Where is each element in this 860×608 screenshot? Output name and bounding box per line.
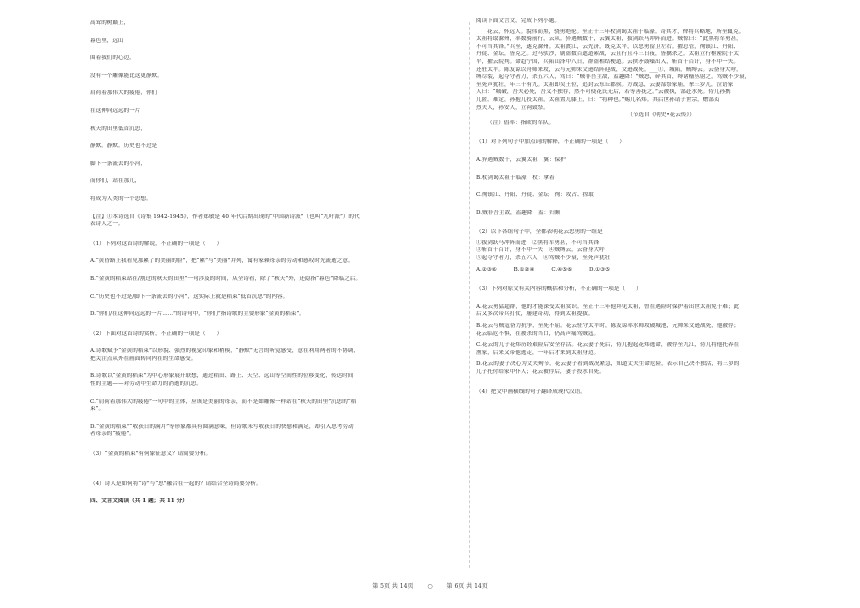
option-c: C.徇镇江、丹阳、丹徒、金坛 徇：攻占、掠取 (476, 192, 594, 199)
option-a: A.诗歌赋予“金黄的稻束”以形貌、强烈的视觉印象和稍模，“静默”无言的听觉感受，意在利用两者的不协调， (90, 348, 359, 355)
question-r1 (476, 139, 846, 217)
poem-line: 而你们，站在那儿， (90, 178, 141, 185)
option-b: B.“金黄的稻束站在/割过的秋天的田里”一句涉及的时间，从全诗看，除了“秋天”外，还隐指“暮色”降临之后。 (90, 275, 362, 282)
question-3: （3）“金黄的稻束”有何象征意义？请简要分析。 (90, 451, 212, 458)
option-b: B.花云与贼寇奋力抗争，至死不屈。花云驻守太平时，陈友谅率水师攻破城池，元帅朱文逊战死，他被俘； (476, 323, 740, 330)
question-2 (90, 331, 460, 439)
page-footer (0, 581, 860, 590)
note-line: 表诗人之一。 (90, 221, 124, 228)
option-b: B.杖剑谒太祖于临濠 杖：拿着 (476, 174, 555, 181)
section-heading: 四、文言文阅读（共 1 题；共 11 分） (90, 498, 188, 505)
option-c: C.花云的儿子花炜历经艰险后安全存活。花云妻子死后，侍儿抱起花炜逃命，被俘至九江，侍儿将他托养在 (476, 342, 740, 349)
option-d: D.“金黄的稻束”“收获日的满月”等形象都具有圆满意味，但诗歌未写收获日的快慰和满足，却引入思考劳动 (90, 423, 354, 430)
option-d-cont: 儿子托付给家中仆人；花云被俘后，妻子投水自死。 (476, 369, 605, 375)
option-a: A.花云勇猛超群，他的才能深受太祖赏识。至正十三年他拜见太祖，曾在遇险时保护着出世太祖免于难；此 (476, 303, 740, 310)
question-r3 (476, 286, 846, 376)
option-d: D.贼非吾主敌，盍趣降 盍：归顺 (476, 209, 561, 216)
option-d: D.“你们/在这伸向远远的一片......”的诗句中，“你们”指诗歌的主要形象“金黄的稻束”。 (90, 311, 305, 318)
reading-instruction: 阅读下面文言文，完成下列小题。 (476, 18, 560, 24)
option-a: A.“黄昏路上我看见那累了的美丽的脸”，把“累”与“美丽”并列，寓有家赖母亲的劳动和感叹时光流逝之意。 (90, 258, 354, 265)
poem-line: 将成为人类的一个思想。 (90, 195, 152, 202)
right-column (476, 0, 846, 578)
poem-line: 肩荷着那伟大的疲倦，你们 (90, 90, 158, 97)
passage-line: 平，擢云院判。命趋宁国，兵陷山泽中八日，群盗相结梗道。云挟矛鼓噪出入，斩首千百计，身不中一矢。 (476, 58, 739, 65)
classical-passage (476, 29, 846, 128)
passage-line: 缚尽裂，起夺守者刀，杀五六人，骂曰：“贼非吾主敌，盍趣降！”贼怒，碎其首，缚诸樯丛射之，骂贼不少衰， (476, 74, 751, 81)
poem-line: 暮色里，远山 (90, 37, 124, 44)
option-a-cont: 把关注点从外在画面转向内在的生命感受。 (90, 355, 197, 362)
question-r2 (476, 229, 846, 274)
poem (90, 20, 460, 204)
left-column (90, 0, 460, 578)
question-stem: （2）下面对这首诗的赏析，不正确的一项是（ ） (90, 330, 223, 337)
option-d-cont: 者母亲的“疲倦”。 (90, 431, 135, 438)
poem-line: 静默。静默。历史也不过是 (90, 143, 158, 150)
question-stem: （1）对下列句子中加点词的解释，不正确的一项是（ ） (476, 139, 625, 146)
right-page-number: 第 6页 共 14页 (446, 583, 488, 590)
poem-note (90, 214, 460, 229)
sentence-group: ③斩首千百计，身不中一矢 ④贼缚云，云奋身大呼 (476, 247, 605, 254)
column-divider (469, 22, 470, 568)
passage-line: 还驻太平。陈友谅以舟师来攻，云与元帅朱文逊结阵迎战，文逊战死。___①，城陷，贼缚云。云奋身大呼， (476, 66, 742, 73)
question-1 (90, 241, 460, 319)
option-c: C.“肩荷着那伟大的疲倦”一句中的主体，应该是美丽的母亲，而不是如雕像一样站在“秋天的田里”沉思的“稻 (90, 398, 357, 405)
option-c-cont: 束”。 (90, 406, 105, 413)
passage-line: 不可当其锋。”兵至，遂克滁州。太祖渡江，云先济，既克太平，以忠勇留卫左右。擢总管，徇镇江、丹阳、 (476, 43, 739, 50)
note-line: 【注】①本诗选自《诗集 1942-1945》，作者郑敏是 40 年代后期出现的“中国新诗派”（也叫“九叶派”）的代 (90, 213, 360, 220)
option-b: B.诗歌以“金黄的稻束”为中心形象展开联想，通过稻田、路上、天空、远山等空间性的位移变化，传达时间 (90, 373, 354, 380)
poem-line: 在这伸向远远的一片 (90, 107, 141, 114)
poem-line: 没有一个雕像能比这更静默。 (90, 72, 163, 79)
passage-line: 至死声犹壮，年三十有九。太祖即吴王位，追封云东丘郡侯。方战急，云妻郜祭家庙，挈三岁儿，泣语家 (476, 81, 734, 88)
passage-line: 太祖将取滁州，率数骑前行，云从。猝遇贼数千，云翼太祖，拔剑跃马冲阵而进。贼惊曰：“此黑将军勇甚， (476, 36, 742, 43)
poem-line: 高耸的树巅上， (90, 20, 130, 26)
sentence-group: ①拔剑跃马冲阵而进 ②黑将军勇甚，不可当其锋 (476, 239, 600, 246)
option-c-cont: 渔家，后来又带他逃走，一年后才来到太祖身边。 (476, 349, 600, 356)
poem-line: 秋天的田里低首沉思， (90, 125, 146, 132)
option-d: D.花云的妻子决心为丈夫殉节。花云妻子看到战况紧急，知道丈夫生命危险，表示自己决不独活，将三岁的 (476, 361, 740, 368)
passage-note: （注）倡率：指欧的军队。 (487, 119, 555, 126)
question-stem: （3）下列对原文有关内容的概括和分析，不正确的一项是（ ） (476, 286, 642, 293)
passage-source: （节选自《明史•花云传》） (627, 112, 695, 119)
question-r4: （4）把文中画横线的句子翻译成现代汉语。 (476, 388, 586, 395)
answer-choices: A.②③⑥ B.①②④ C.④⑤⑥ D.①③⑤ (476, 266, 611, 273)
option-a: A.猝遇贼数千，云翼太祖 翼：保护 (476, 156, 566, 163)
passage-line: 烈夫人，孙安人，立祠致祭。 (476, 104, 549, 111)
passage-line: 儿匿。难定，孙抱儿投太祖，太祖置儿膝上，曰：“将种也。”赐儿名炜。其后世孙请子世宗，赠郜贞 (476, 96, 720, 103)
left-page-number: 第 5页 共 14页 (372, 583, 414, 590)
passage-line: 花云，怀远人。貌伟而黑，骁勇绝伦。至正十三年杖剑谒太祖于临濠。奇其才，俾将兵略地，所至辄克。 (487, 28, 745, 35)
option-b-cont: 性的主题——对劳动中生命力的消逝的沉思。 (90, 381, 202, 388)
page-separator: ○ (427, 583, 433, 590)
option-c: C.“历史也不过是/脚下一条流去的小河”，这实际上就是稻束“低首沉思”的内容。 (90, 293, 289, 300)
option-b-cont: 花云临危不惧，在被杀的当口，仍高声痛骂贼寇。 (476, 330, 600, 337)
option-a-cont: 后又多次带兵打仗，屡建奇功，得到太祖提拔。 (476, 311, 594, 318)
sentence-group: ⑤起夺守者刀，杀五六人 ⑥骂贼不少衰，至死声犹壮 (476, 255, 611, 262)
question-stem: （1）下列对这首诗的解说，不正确的一项是（ ） (90, 240, 223, 247)
passage-line: 人曰：“城破，吾夫必死，吾义不独存，然不可使花氏无后，若等善抚之。”云被执，郜赴水死。侍儿孙携 (476, 89, 731, 96)
poem-line: 脚下一条流去的小河， (90, 160, 146, 167)
poem-line: 围着我们的心边， (90, 55, 135, 62)
question-stem: （2）以下各组句子中，全都表明花云忠勇的一组是 (476, 229, 603, 236)
question-4: （4）诗人是如何将“诗”与“思”融合在一起的？请结合全诗简要分析。 (90, 480, 262, 487)
passage-line: 丹徒、金坛，皆克之。过马驮沙，剧盗数百遮道索战，云且行且斗三日夜，皆擒杀之。太祖立行枢密院于太 (476, 51, 739, 58)
